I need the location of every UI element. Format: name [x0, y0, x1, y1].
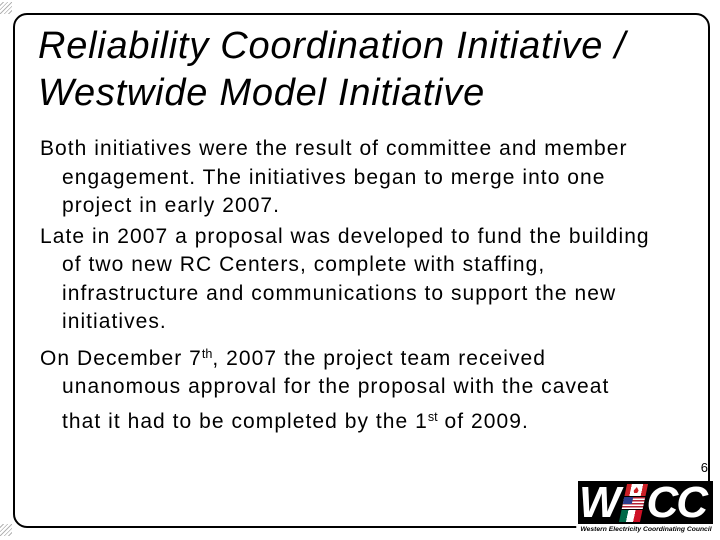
text-segment: unanomous approval for the proposal with the caveat [62, 375, 610, 398]
text-segment: that it had to be completed by the 1 [62, 409, 428, 433]
slide-title-line-1: Reliability Coordination Initiative / [38, 25, 626, 67]
slide-body [40, 135, 695, 438]
corner-artifact-bottom-left [0, 524, 12, 536]
wecc-logo-flags [618, 484, 647, 522]
text-line [40, 308, 695, 337]
wecc-logo-letter-w: W [579, 481, 619, 524]
page-number: 6 [700, 460, 708, 475]
slide-title [38, 23, 626, 117]
text-line [40, 251, 695, 280]
corner-artifact-top-left [0, 2, 12, 14]
wecc-logo-box [578, 481, 713, 524]
text-segment: Both initiatives were the result of committee and member [40, 137, 628, 160]
text-line [40, 164, 695, 193]
paragraph [40, 223, 695, 337]
text-segment: of 2009. [437, 409, 529, 433]
text-segment: project in early 2007. [62, 194, 281, 217]
paragraph [40, 339, 695, 437]
text-segment: initiatives. [62, 310, 167, 333]
text-line [40, 192, 695, 221]
slide-title-line-2: Westwide Model Initiative [38, 72, 486, 114]
superscript-text: th [201, 346, 213, 361]
text-segment: Late in 2007 a proposal was developed to fund the building [40, 224, 650, 248]
text-segment: On December 7 [40, 346, 202, 370]
usa-flag-icon [621, 497, 645, 509]
mexico-flag-icon [618, 510, 642, 522]
wecc-logo-letters-cc: CC [646, 481, 707, 524]
text-segment: of two new RC Centers, complete with staffing, [62, 253, 546, 276]
text-line [40, 280, 695, 309]
text-line [40, 373, 695, 402]
wecc-logo [576, 481, 716, 536]
canada-flag-icon [624, 484, 648, 496]
superscript-text: st [427, 409, 438, 424]
text-line [40, 402, 695, 437]
text-segment: , 2007 the project team received [212, 346, 547, 370]
wecc-logo-caption: Western Electricity Coordinating Council [576, 524, 716, 533]
text-segment: engagement. The initiatives began to merge into one [62, 165, 606, 189]
text-line [40, 135, 695, 164]
text-segment: infrastructure and communications to support the new [62, 281, 617, 305]
paragraph [40, 135, 695, 221]
text-line [40, 339, 695, 374]
text-line [40, 223, 695, 252]
